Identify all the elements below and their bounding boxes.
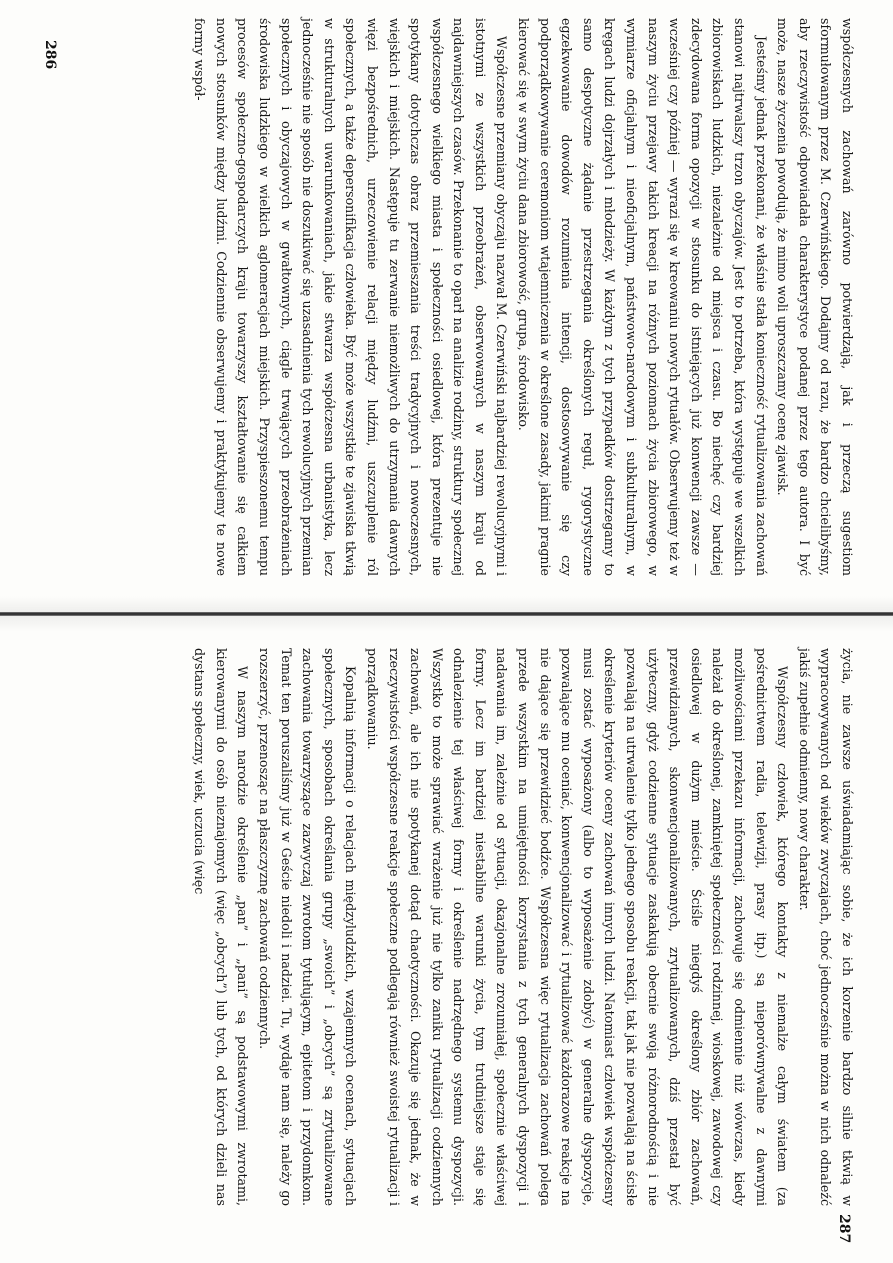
- paragraph: Kopalnią informacji o relacjach międzyludzkich, wzajemnych ocenach, sytuacjach społecznych, sposobach określania grupy „swoich” i „obcych” są zrytualizowane zachowania towarzyszące zazwyczaj zwrotom tytułującym, epitetom i przydomkom. Temat ten poruszaliśmy już w Geście niedoli i nadziei. Tu, wydaje nam się, należy go rozszerzyć, przenosząc na płaszczyznę zachowań codziennych.: [256, 648, 359, 1206]
- paragraph: W naszym narodzie określenie „pan” i „pani” są podstawowymi zwrotami, kierowanymi do osób nieznajomych (więc „obcych”) lub tych, od których dzieli nas dystans społeczny, wiek, uczucia (więc: [192, 648, 251, 1206]
- paragraph: współczesnych zachowań zarówno potwierdzają, jak i przeczą sugestiom sformułowanym przez M. Czerwińskiego. Dodajmy od razu, że bardzo chcielibyśmy, aby rzeczywistość odpowiadała charakterystyce podanej przez tego autora. I być może, nasze życzenia powodują, że mimo woli uproszczamy ocenę zjawisk.: [775, 18, 855, 576]
- page-number-286: 286: [42, 40, 58, 70]
- page-286: [58, 18, 858, 576]
- paragraph: życia, nie zawsze uświadamiając sobie, że ich korzenie bardzo silnie tkwią w wypracowywanych od wieków zwyczajach, choć jednocześnie można w nich odnaleźć jakiś zupełnie odmienny, nowy charakter.: [796, 648, 855, 1206]
- page-number-287: 287: [836, 1214, 852, 1244]
- paragraph: Współczesne przemiany obyczaju nazwał M. Czerwiński najbardziej rewolucyjnymi i istotnymi ze wszystkich przeobrażeń, obserwowanych w naszym kraju od najdawniejszych czasów. Przekonanie to oparł na analizie rodziny, struktury społecznej współczesnego wielkiego miasta i społeczności osiedlowej, która prezentuje nie spotykany dotychczas obraz przemieszania treści tradycyjnych i nowoczesnych, wiejskich i miejskich. Następuje tu zerwanie niemożliwych do utrzymania dawnych więzi bezpośrednich, urzeczowienie relacji między ludźmi, uszczuplenie ról społecznych, a także depersonifikacja człowieka. Być może wszystkie te zjawiska tkwią w strukturalnych uwarunkowaniach, jakie stwarza współczesna urbanistyka, lecz jednocześnie nie sposób nie doszukiwać się uzasadnienia tych rewolucyjnych przemian społecznych i obyczajowych w gwałtownych, ciągle trwających przeobrażeniach środowiska ludzkiego w wielkich aglomeracjach miejskich. Przyspieszonemu tempu procesów społeczno-gospodarczych kraju towarzyszy kształtowanie się całkiem nowych stosunków między ludźmi. Codziennie obserwujemy i praktykujemy te nowe formy współ-: [192, 18, 510, 576]
- page-fold: [0, 612, 893, 616]
- paragraph: Jesteśmy jednak przekonani, że właśnie stała konieczność rytualizowania zachowań stanowi najtrwalszy trzon obyczajów. Jest to potrzeba, która występuje we wszelkich zbiorowiskach ludzkich, niezależnie od miejsca i czasu. Bo niechęć czy bardziej zdecydowana forma opozycji w stosunku do istniejących już konwencji zawsze — wcześniej czy później — wyrazi się w kreowaniu nowych rytuałów. Obserwujemy też w naszym życiu przejawy takich kreacji na różnych poziomach życia zbiorowego, w wymiarze oficjalnym i nieoficjalnym, państwowo-narodowym i subkulturalnym, w kręgach ludzi dojrzałych i młodzieży. W każdym z tych przypadków dostrzegamy to samo despotyczne żądanie przestrzegania określonych reguł, rygorystyczne egzekwowanie dowodów rozumienia intencji, dostosowywanie się czy podporządkowywanie ceremoniom wtajemniczenia w określone zasady, jakimi pragnie kierować się w swym życiu dana zbiorowość, grupa, środowisko.: [516, 18, 769, 576]
- paragraph: Współczesny człowiek, którego kontakty z niemalże całym światem (za pośrednictwem radia, telewizji, prasy itp.) są nieporównywalne z dawnymi możliwościami przekazu informacji, zachowuje się odmiennie niż wówczas, kiedy należał do określonej, zamkniętej społeczności rodzinnej, wioskowej, zawodowej czy osiedlowej w dużym mieście. Ściśle niegdyś określony zbiór zachowań, przewidzianych, skonwencjonalizowanych, zrytualizowanych, dziś przestał być użyteczny, gdyż codzienne sytuacje zaskakują obecnie swoją różnorodnością i nie pozwalają na utrwalenie tylko jednego sposobu reakcji, tak jak nie pozwalają na ścisłe określenie kryteriów oceny zachowań innych ludzi. Natomiast człowiek współczesny musi zostać wyposażony (albo to wyposażenie zdobyć) w generalne dyspozycje, pozwalające mu oceniać, konwencjonalizować i rytualizować każdorazowe reakcje na nie dające się przewidzieć bodźce. Współczesna więc rytualizacja zachowań polega przede wszystkim na umiejętności korzystania z tych generalnych dyspozycji i nadawania im, zależnie od sytuacji, okazjonalne zrozumiałej, społecznie właściwej formy. Lecz im bardziej niestabilne warunki życia, tym trudniejsze staje się odnalezienie tej właściwej formy i określenie nadrzędnego systemu dyspozycji. Wszystko to może sprawiać wrażenie już nie tylko zaniku rytualizacji codziennych zachowań, ale ich nie spotykanej dotąd chaotyczności. Okazuje się jednak, że w rzeczywistości współczesne reakcje społeczne podlegają również swoistej rytualizacji i porządkowaniu.: [364, 648, 791, 1206]
- page-287: [58, 648, 858, 1206]
